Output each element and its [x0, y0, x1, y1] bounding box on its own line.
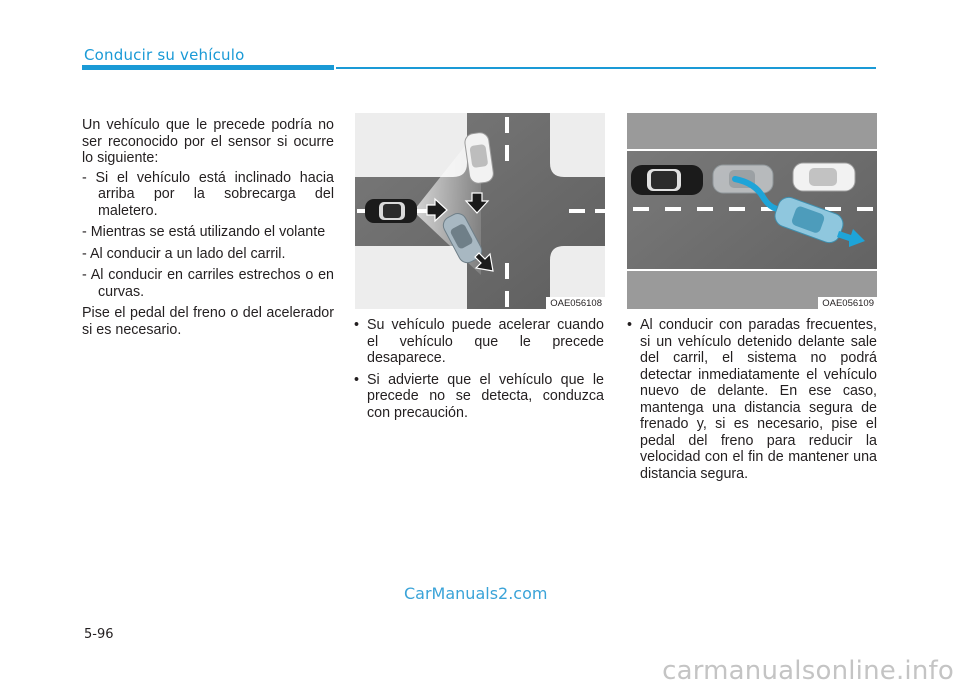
figure-lane-change — [627, 113, 877, 309]
figure-code: OAE056109 — [818, 297, 877, 309]
bullet-dot: • — [627, 317, 633, 333]
figure-intersection — [355, 113, 605, 309]
column-2 — [354, 317, 604, 421]
watermark-link[interactable]: CarManuals2.com — [404, 584, 548, 603]
bullet-item — [354, 317, 604, 367]
bullet-text: Al conducir con paradas frecuentes, si un vehículo detenido delante sale del carril, el sistema no podrá detectar inmediatamente el vehículo nuevo de delante. En ese caso, mantenga una distancia segura de frenado y, si es necesario, pise el pedal del freno para reducir la velocidad con el fin de mantener una distancia segura. — [640, 317, 877, 482]
new-preceding-vehicle — [793, 163, 855, 191]
road-edge-line — [627, 149, 877, 151]
sidewalk-corner — [550, 113, 605, 177]
column-1 — [82, 117, 334, 338]
condition-item: - Al conducir en carriles estrechos o en curvas. — [82, 267, 334, 300]
road-edge-line — [627, 269, 877, 271]
column-3 — [627, 317, 877, 482]
figure-code: OAE056108 — [546, 297, 605, 309]
sidewalk-corner — [355, 246, 467, 309]
bullet-dot: • — [354, 317, 360, 333]
bullet-item — [627, 317, 877, 482]
header-rule-thin — [336, 67, 876, 69]
condition-item: - Mientras se está utilizando el volante — [82, 224, 326, 240]
roadside-top — [627, 113, 877, 151]
lane-change-illustration — [627, 113, 877, 309]
page-number: 5-96 — [84, 627, 114, 642]
bullet-text: Si advierte que el vehículo que le precede no se detecta, conduzca con precaución. — [367, 371, 604, 421]
header-rule-thick — [82, 65, 334, 70]
watermark-footer: carmanualsonline.info — [662, 656, 954, 686]
bullet-dot: • — [354, 371, 360, 388]
intersection-illustration — [355, 113, 605, 309]
own-vehicle — [631, 165, 703, 195]
closing-paragraph: Pise el pedal del freno o del acelerador si es necesario. — [82, 305, 334, 338]
condition-item: - Al conducir a un lado del carril. — [82, 245, 286, 262]
bullet-item — [354, 372, 604, 422]
section-title: Conducir su vehículo — [84, 46, 245, 64]
bullet-text: Su vehículo puede acelerar cuando el vehículo que le precede desaparece. — [367, 317, 604, 366]
own-vehicle — [365, 199, 417, 223]
intro-paragraph: Un vehículo que le precede podría no ser reconocido por el sensor si ocurre lo siguiente: — [82, 117, 334, 166]
condition-item: - Si el vehículo está inclinado hacia arriba por la sobrecarga del maletero. — [82, 169, 334, 219]
